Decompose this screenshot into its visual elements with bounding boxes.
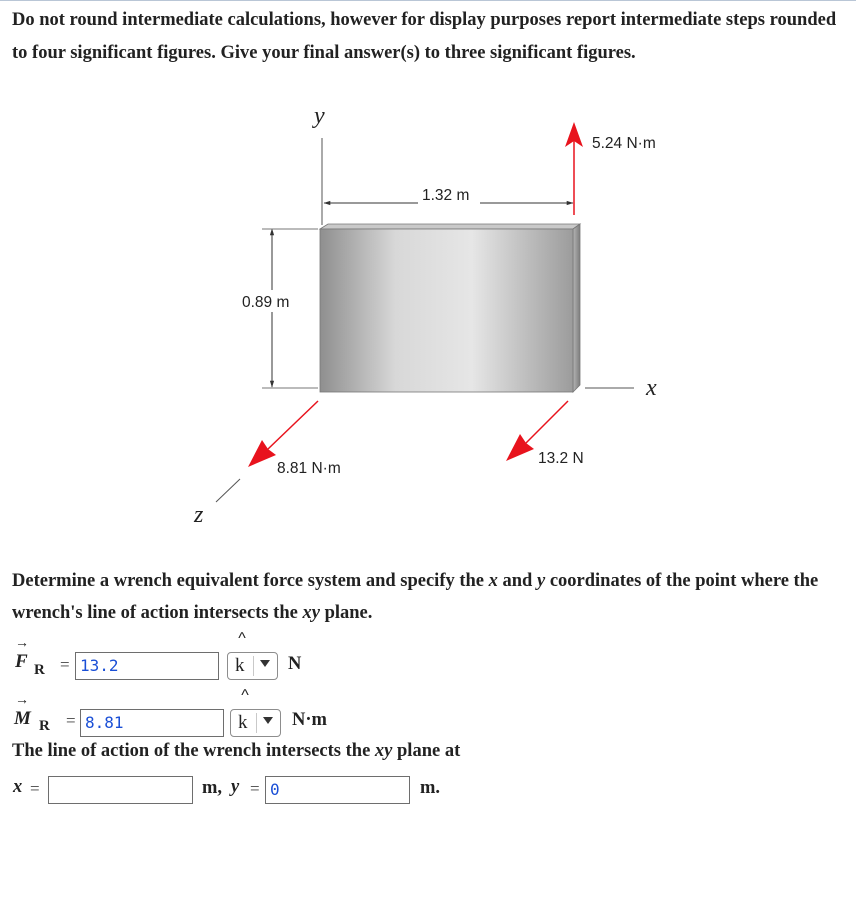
- force-unit-vector-select[interactable]: ^ k: [227, 652, 278, 680]
- moment-unit: N·m: [292, 710, 327, 730]
- force-equals: =: [60, 655, 70, 674]
- chevron-down-icon: [263, 717, 273, 724]
- y-unit: m.: [420, 778, 441, 798]
- y-axis-label: y: [314, 103, 325, 129]
- moment-subscript: R: [39, 718, 50, 734]
- force-vector-arrow: →: [15, 636, 29, 651]
- chevron-down-icon: [260, 660, 270, 667]
- x-axis-label: x: [646, 375, 657, 401]
- plate-side-face: [573, 224, 580, 392]
- width-dimension-label: 1.32 m: [422, 187, 470, 204]
- instructions-text: Do not round intermediate calculations, however for display purposes report intermediate steps rounded to four significant figures. Give your final answer(s) to three significant figures.: [12, 10, 837, 63]
- z-axis-line: [216, 479, 240, 502]
- force-unit: N: [288, 654, 302, 674]
- force-arrow: [506, 434, 534, 461]
- moment-symbol: M: [14, 708, 31, 729]
- top-divider: [0, 0, 856, 1]
- moment-vector-arrow: →: [15, 693, 29, 708]
- plate-top-face: [320, 224, 580, 229]
- moment-left-label: 8.81 N·m: [277, 460, 341, 477]
- intersection-text: The line of action of the wrench intersects the xy plane at: [12, 741, 461, 761]
- moment-equals: =: [66, 711, 76, 730]
- z-axis-label: z: [194, 502, 204, 528]
- force-magnitude-input[interactable]: 13.2: [75, 652, 219, 680]
- plate-front-face: [320, 229, 573, 392]
- x-label: x: [13, 777, 23, 797]
- x-equals: =: [30, 779, 40, 798]
- moment-left-arrow: [248, 440, 276, 467]
- y-equals: =: [250, 779, 260, 798]
- moment-magnitude-input[interactable]: 8.81: [80, 709, 224, 737]
- moment-top-label: 5.24 N·m: [592, 135, 656, 152]
- height-dimension-label: 0.89 m: [242, 294, 290, 311]
- wrench-diagram: [0, 95, 856, 545]
- moment-unit-vector-select[interactable]: ^ k: [230, 709, 281, 737]
- question-text: Determine a wrench equivalent force system and specify the x and y coordinates of the point where the wrench's line of action intersects the xy plane.: [12, 571, 819, 623]
- force-symbol: F: [15, 651, 28, 672]
- force-subscript: R: [34, 662, 45, 678]
- y-label: y: [231, 777, 240, 797]
- y-coordinate-input[interactable]: 0: [265, 776, 410, 804]
- x-unit: m,: [202, 778, 223, 798]
- x-coordinate-input[interactable]: [48, 776, 193, 804]
- force-label: 13.2 N: [538, 450, 584, 467]
